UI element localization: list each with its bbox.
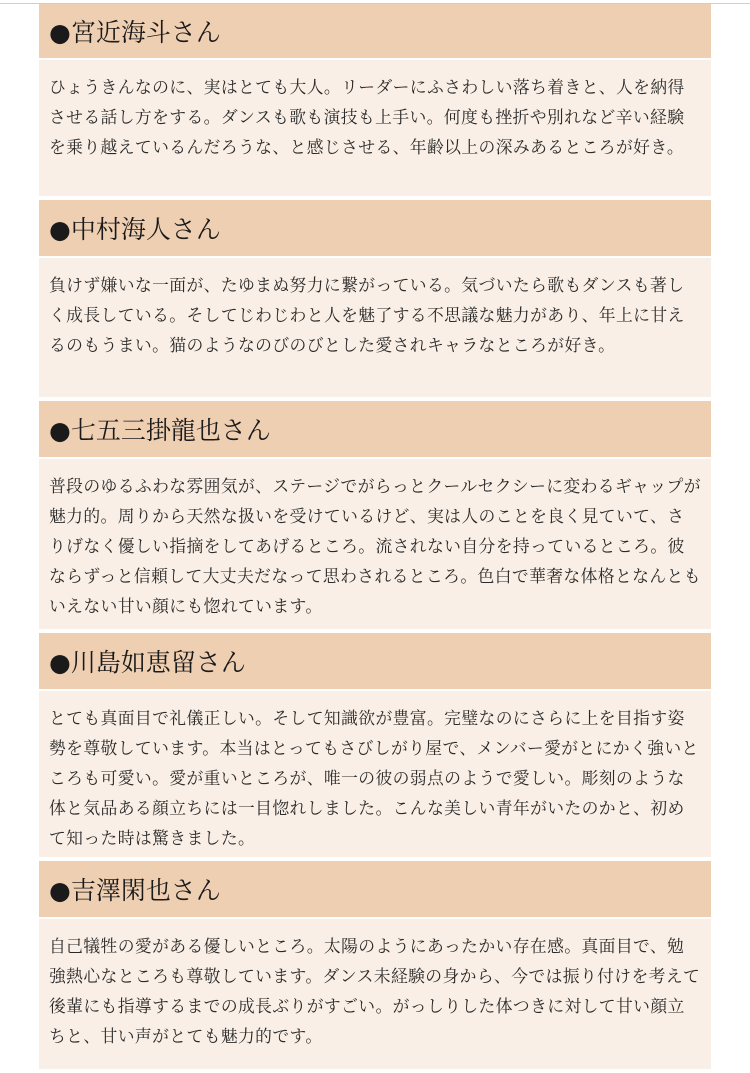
- member-section-miyachika: [39, 4, 711, 196]
- member-description: 普段のゆるふわな雰囲気が、ステージでがらっとクールセクシーに変わるギャップが魅力的。周りから天然な扱いを受けているけど、実は人のことを良く見ていて、さりげなく優しい指摘をしてあげるところ。流されない自分を持っているところ。彼ならずっと信頼して大丈夫だなって思わされるところ。色白で華奢な体格となんともいえない甘い顔にも惚れています。: [39, 459, 711, 629]
- member-heading: ●七五三掛龍也さん: [39, 401, 711, 459]
- member-description: ひょうきんなのに、実はとても大人。リーダーにふさわしい落ち着きと、人を納得させる話し方をする。ダンスも歌も演技も上手い。何度も挫折や別れなど辛い経験を乗り越えているんだろうな、と感じさせる、年齢以上の深みあるところが好き。: [39, 60, 711, 196]
- member-heading: ●川島如恵留さん: [39, 633, 711, 691]
- member-heading: ●宮近海斗さん: [39, 4, 711, 60]
- member-heading: ●吉澤閑也さん: [39, 861, 711, 919]
- member-section-kawashima: [39, 633, 711, 857]
- member-description: 自己犠牲の愛がある優しいところ。太陽のようにあったかい存在感。真面目で、勉強熱心なところも尊敬しています。ダンス未経験の身から、今では振り付けを考えて後輩にも指導するまでの成長ぶりがすごい。がっしりした体つきに対して甘い顔立ちと、甘い声がとても魅力的です。: [39, 919, 711, 1069]
- member-description: 負けず嫌いな一面が、たゆまぬ努力に繋がっている。気づいたら歌もダンスも著しく成長している。そしてじわじわと人を魅了する不思議な魅力があり、年上に甘えるのもうまい。猫のようなのびのびとした愛されキャラなところが好き。: [39, 258, 711, 397]
- member-description: とても真面目で礼儀正しい。そして知識欲が豊富。完璧なのにさらに上を目指す姿勢を尊敬しています。本当はとってもさびしがり屋で、メンバー愛がとにかく強いところも可愛い。愛が重いところが、唯一の彼の弱点のようで愛しい。彫刻のような体と気品ある顔立ちには一目惚れしました。こんな美しい青年がいたのかと、初めて知った時は驚きました。: [39, 691, 711, 857]
- member-list: [39, 4, 711, 1073]
- member-section-shimekake: [39, 401, 711, 629]
- member-section-nakamura: [39, 200, 711, 397]
- member-section-yoshizawa: [39, 861, 711, 1069]
- member-heading: ●中村海人さん: [39, 200, 711, 258]
